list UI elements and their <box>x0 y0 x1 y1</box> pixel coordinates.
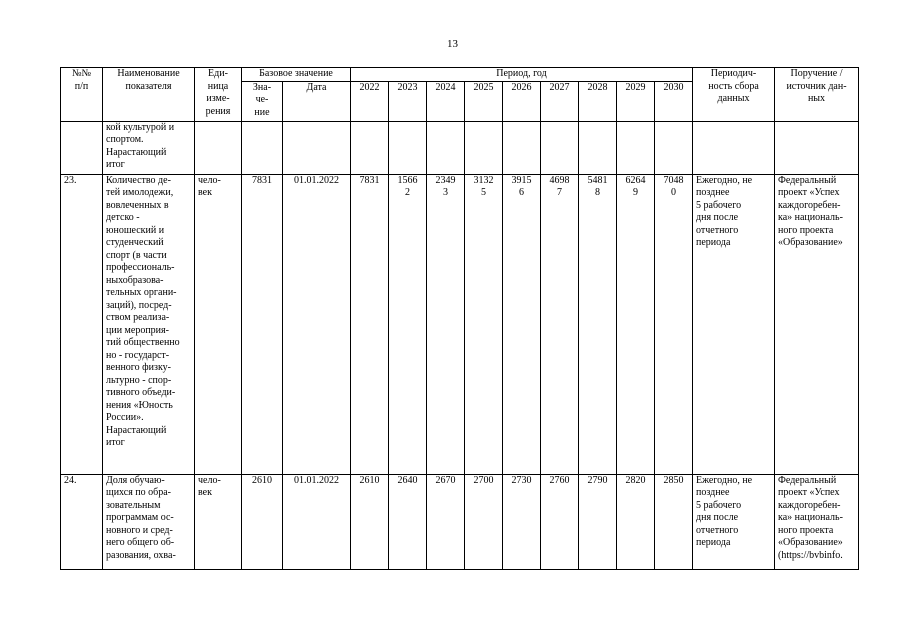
row-num: 24. <box>61 474 103 569</box>
row-year-value: 2700 <box>465 474 503 569</box>
row-year-value: 7831 <box>351 174 389 474</box>
row-year-value: 2850 <box>655 474 693 569</box>
header-year: 2027 <box>541 81 579 121</box>
row-year-value: 2670 <box>427 474 465 569</box>
row-frequency: Ежегодно, не позднее 5 рабочего дня после отчетного периода <box>693 474 775 569</box>
header-unit: Еди- ница изме- рения <box>195 68 242 122</box>
row-name: Доля обучаю- щихся по обра- зовательным программам ос- новного и сред- него общего об- разования, охва- <box>103 474 195 569</box>
row-name: кой культурой и спортом. Нарастающий итог <box>103 121 195 174</box>
row-year-value: 2760 <box>541 474 579 569</box>
row-source: Федеральный проект «Успех каждогоребен- ка» националь- ного проекта «Образование» (https://bvbinfo. <box>775 474 859 569</box>
row-source <box>775 121 859 174</box>
row-value: 2610 <box>242 474 283 569</box>
row-year-value: 2610 <box>351 474 389 569</box>
header-year: 2030 <box>655 81 693 121</box>
row-date: 01.01.2022 <box>283 474 351 569</box>
header-year: 2028 <box>579 81 617 121</box>
header-source: Поручение / источник дан- ных <box>775 68 859 122</box>
header-frequency: Периодич- ность сбора данных <box>693 68 775 122</box>
row-year-value <box>427 121 465 174</box>
row-year-value: 1566 2 <box>389 174 427 474</box>
row-date: 01.01.2022 <box>283 174 351 474</box>
row-year-value: 2640 <box>389 474 427 569</box>
row-year-value: 6264 9 <box>617 174 655 474</box>
row-value <box>242 121 283 174</box>
header-base-date: Дата <box>283 81 351 121</box>
row-year-value: 2790 <box>579 474 617 569</box>
header-num: №№ п/п <box>61 68 103 122</box>
row-year-value: 3915 6 <box>503 174 541 474</box>
row-value: 7831 <box>242 174 283 474</box>
row-unit <box>195 121 242 174</box>
row-unit: чело- век <box>195 174 242 474</box>
row-year-value <box>655 121 693 174</box>
page-number: 13 <box>447 38 458 50</box>
row-source: Федеральный проект «Успех каждогоребен- ка» националь- ного проекта «Образование» <box>775 174 859 474</box>
row-year-value <box>541 121 579 174</box>
row-name: Количество де- тей имолодежи, вовлеченных в детско - юношеский и студенческий спорт (в части профессиональ- ныхобразова- тельных органи- заций), посред- ством реализа- ции мероприя- тий общественно но - государст- венного физку- льтурно - спор- тивного объеди- нения «Юность России». Нарастающий итог <box>103 174 195 474</box>
header-base-value: Зна- че- ние <box>242 81 283 121</box>
header-name: Наименование показателя <box>103 68 195 122</box>
row-year-value <box>579 121 617 174</box>
row-date <box>283 121 351 174</box>
row-num <box>61 121 103 174</box>
header-year: 2025 <box>465 81 503 121</box>
header-year: 2022 <box>351 81 389 121</box>
row-year-value: 2820 <box>617 474 655 569</box>
row-year-value: 3132 5 <box>465 174 503 474</box>
header-base: Базовое значение <box>242 68 351 82</box>
header-period: Период, год <box>351 68 693 82</box>
header-year: 2029 <box>617 81 655 121</box>
header-year: 2023 <box>389 81 427 121</box>
row-unit: чело- век <box>195 474 242 569</box>
row-year-value: 2730 <box>503 474 541 569</box>
row-frequency: Ежегодно, не позднее 5 рабочего дня после отчетного периода <box>693 174 775 474</box>
row-year-value <box>465 121 503 174</box>
header-year: 2024 <box>427 81 465 121</box>
row-year-value <box>351 121 389 174</box>
table-row <box>61 474 859 569</box>
row-year-value <box>389 121 427 174</box>
row-year-value: 7048 0 <box>655 174 693 474</box>
row-year-value <box>503 121 541 174</box>
indicators-table <box>60 67 859 570</box>
header-year: 2026 <box>503 81 541 121</box>
row-num: 23. <box>61 174 103 474</box>
table-row <box>61 174 859 474</box>
table-row <box>61 121 859 174</box>
row-year-value: 2349 3 <box>427 174 465 474</box>
row-year-value: 5481 8 <box>579 174 617 474</box>
row-year-value: 4698 7 <box>541 174 579 474</box>
row-frequency <box>693 121 775 174</box>
row-year-value <box>617 121 655 174</box>
